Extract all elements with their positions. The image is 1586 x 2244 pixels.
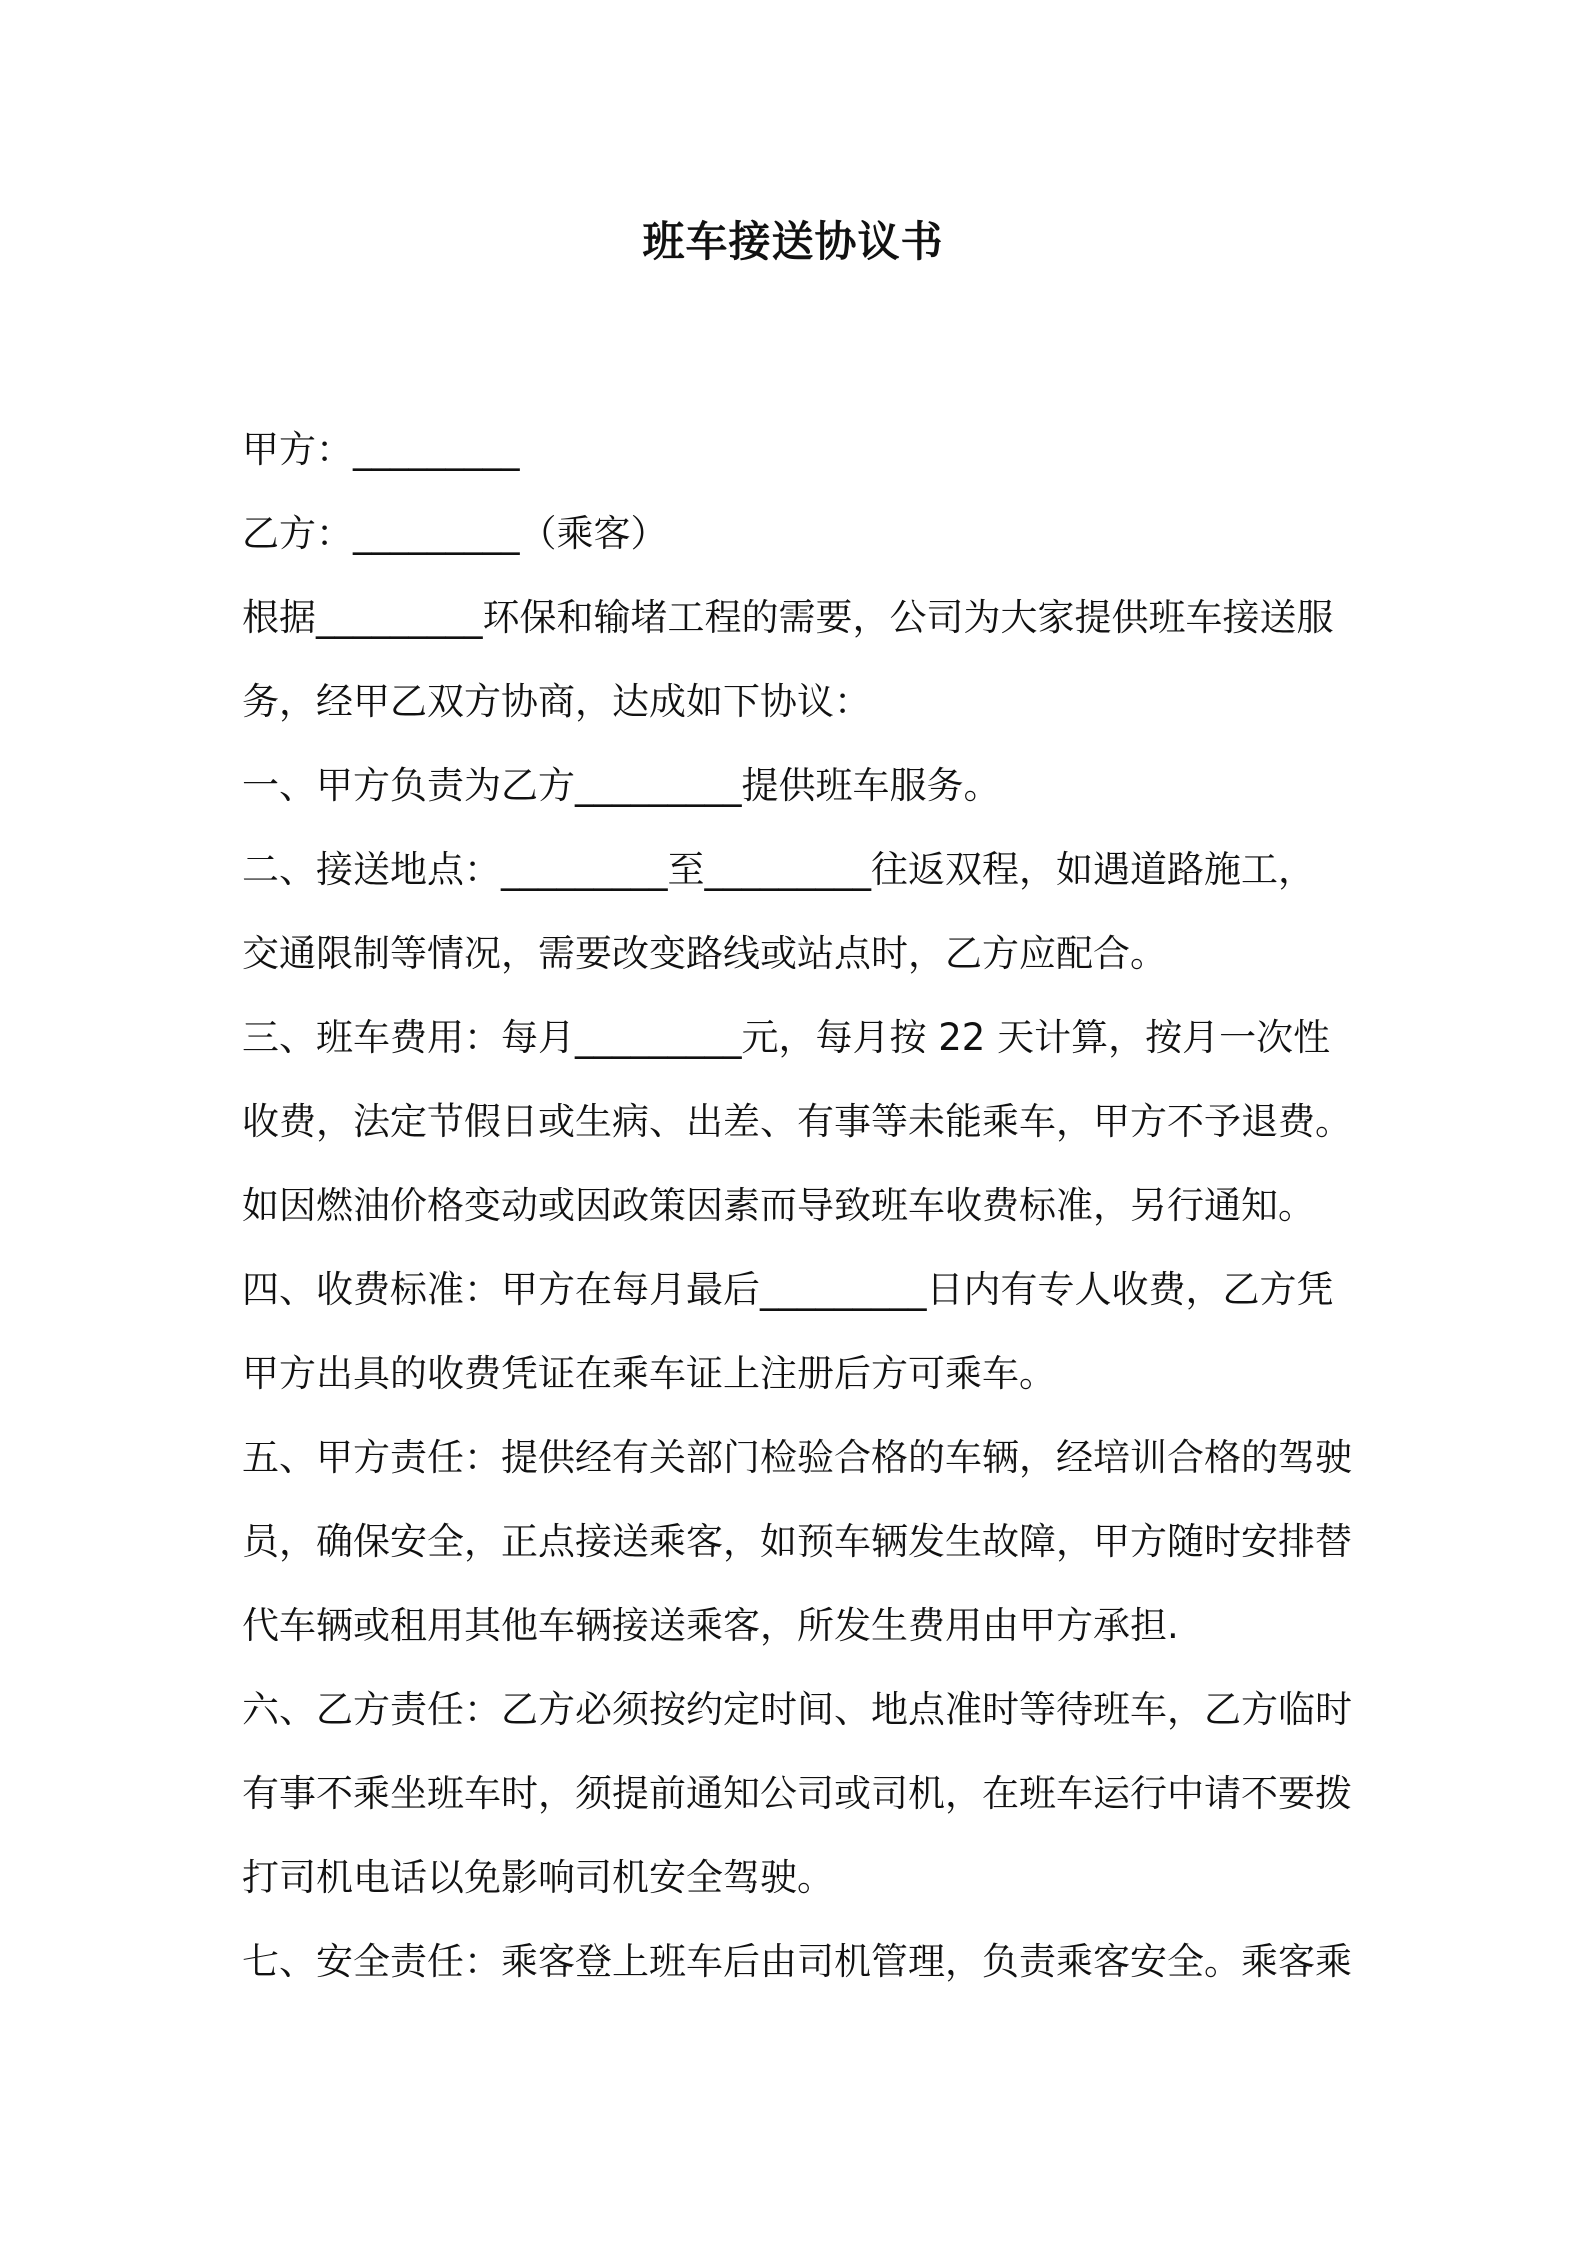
clause-5-line-2: 员，确保安全，正点接送乘客，如预车辆发生故障，甲方随时安排替 (242, 1520, 1352, 1563)
clause-2-line-1: 二、接送地点：_________至_________往返双程，如遇道路施工， (242, 848, 1315, 891)
clause-6-line-2: 有事不乘坐班车时，须提前通知公司或司机，在班车运行中请不要拨 (242, 1772, 1352, 1815)
clause-6-line-3: 打司机电话以免影响司机安全驾驶。 (242, 1856, 834, 1899)
party-a-line: 甲方：_________ (242, 428, 520, 471)
preamble-line-1: 根据_________环保和输堵工程的需要，公司为大家提供班车接送服 (242, 596, 1334, 639)
clause-1-line-1: 一、甲方负责为乙方_________提供班车服务。 (242, 764, 1001, 807)
preamble-line-2: 务，经甲乙双方协商，达成如下协议： (242, 680, 871, 723)
clause-3-line-2: 收费，法定节假日或生病、出差、有事等未能乘车，甲方不予退费。 (242, 1100, 1352, 1143)
clause-7-line-1: 七、安全责任：乘客登上班车后由司机管理，负责乘客安全。乘客乘 (242, 1940, 1352, 1983)
party-b-line: 乙方：_________（乘客） (242, 512, 668, 555)
clause-3-line-3: 如因燃油价格变动或因政策因素而导致班车收费标准，另行通知。 (242, 1184, 1315, 1227)
clause-5-line-3: 代车辆或租用其他车辆接送乘客，所发生费用由甲方承担. (242, 1604, 1179, 1647)
clause-2-line-2: 交通限制等情况，需要改变路线或站点时，乙方应配合。 (242, 932, 1167, 975)
clause-5-line-1: 五、甲方责任：提供经有关部门检验合格的车辆，经培训合格的驾驶 (242, 1436, 1352, 1479)
clause-6-line-1: 六、乙方责任：乙方必须按约定时间、地点准时等待班车，乙方临时 (242, 1688, 1352, 1731)
document-body (242, 408, 1360, 2004)
clause-4-line-1: 四、收费标准：甲方在每月最后_________日内有专人收费，乙方凭 (242, 1268, 1334, 1311)
clause-4-line-2: 甲方出具的收费凭证在乘车证上注册后方可乘车。 (242, 1352, 1056, 1395)
clause-3-line-1: 三、班车费用：每月_________元，每月按 22 天计算，按月一次性 (242, 1016, 1331, 1059)
document-title: 班车接送协议书 (642, 217, 944, 266)
